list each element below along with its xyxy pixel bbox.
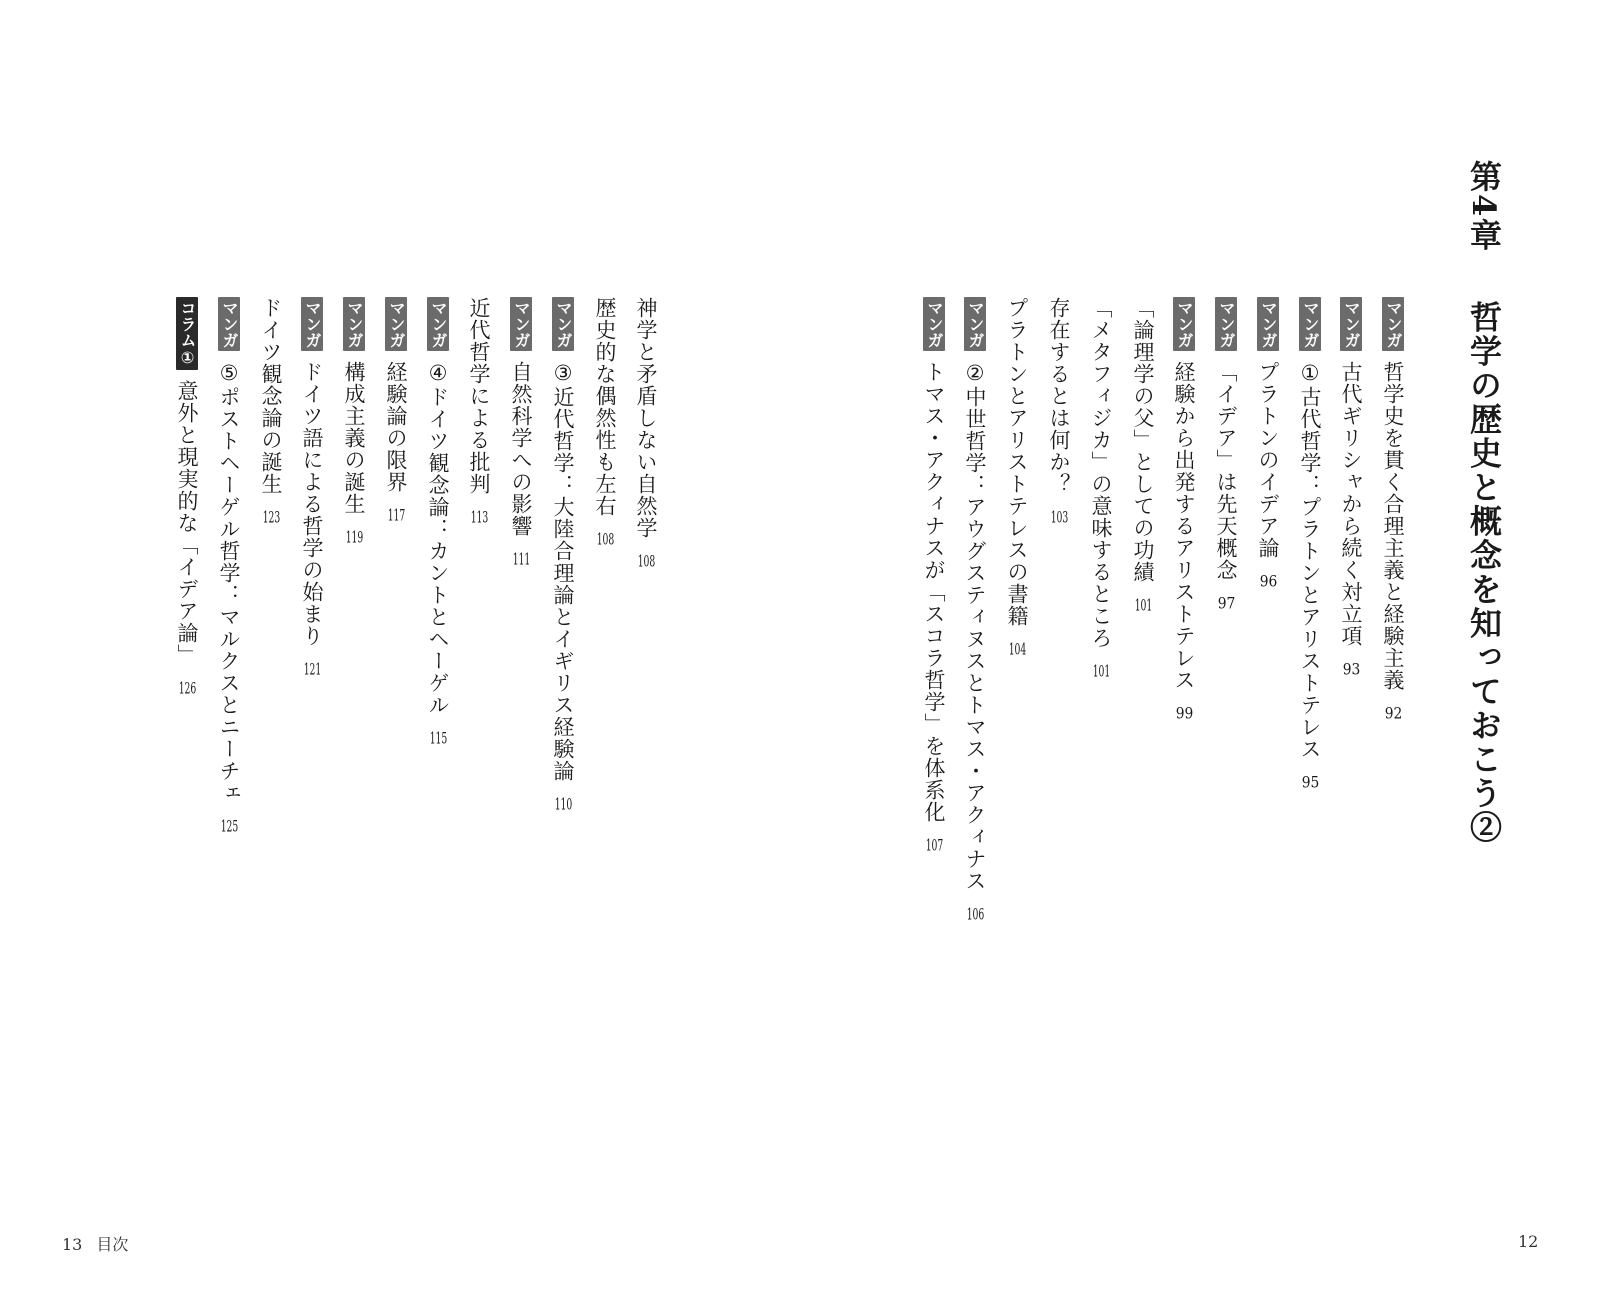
entry-page: 108: [637, 553, 656, 569]
entry-page: 123: [262, 509, 281, 525]
entry-title: 「イデア」は先天概念: [1214, 361, 1238, 581]
entry-page: 106: [966, 906, 985, 922]
manga-badge: マンガ: [510, 297, 532, 351]
entry-title: 存在するとは何か？: [1047, 297, 1071, 495]
entry-page: 96: [1259, 573, 1278, 589]
toc-entry[interactable]: [289, 297, 323, 677]
entry-title: トマス・アクィナスが「スコラ哲学」を体系化: [922, 361, 946, 823]
chapter-label: 第4章: [1465, 160, 1503, 253]
toc-entry[interactable]: [1370, 297, 1404, 721]
entry-title: 意外と現実的な「イデア論」: [175, 380, 199, 666]
entry-title: 神学と矛盾しない自然学: [634, 297, 658, 539]
manga-badge: マンガ: [923, 297, 945, 351]
column-badge: コラム①: [176, 297, 198, 370]
entry-page: 101: [1134, 597, 1153, 613]
entry-title: プラトンとアリストテレスの書籍: [1005, 297, 1029, 627]
entry-page: 115: [429, 730, 448, 746]
manga-badge: マンガ: [552, 297, 574, 351]
entry-title: 「論理学の父」としての功績: [1131, 297, 1155, 583]
entry-page: 119: [345, 529, 364, 545]
entry-page: 121: [303, 661, 322, 677]
toc-entry[interactable]: [331, 297, 365, 545]
entry-title: ⑤ポストヘーゲル哲学：マルクスとニーチェ: [217, 361, 241, 804]
toc-entry[interactable]: [952, 297, 986, 922]
left-page-footer: [62, 1232, 128, 1255]
entry-title: 歴史的な偶然性も左右: [593, 297, 617, 517]
entry-page: 126: [178, 680, 197, 696]
left-page-number: 13: [62, 1235, 83, 1254]
entry-page: 99: [1175, 705, 1194, 721]
entry-title: プラトンのイデア論: [1256, 361, 1280, 559]
toc-entry[interactable]: [1161, 297, 1195, 721]
entry-title: 自然科学への影響: [509, 361, 533, 537]
toc-entry[interactable]: [498, 297, 532, 567]
manga-badge: マンガ: [301, 297, 323, 351]
toc-entry[interactable]: [248, 297, 282, 525]
manga-badge: マンガ: [343, 297, 365, 351]
entry-page: 125: [220, 818, 239, 834]
entry-title: ②中世哲学：アウグスティヌスとトマス・アクィナス: [963, 361, 987, 892]
entry-title: ドイツ語による哲学の始まり: [300, 361, 324, 647]
toc-entry[interactable]: [1287, 297, 1321, 790]
entry-title: 古代ギリシャから続く対立項: [1339, 361, 1363, 647]
manga-badge: マンガ: [1340, 297, 1362, 351]
toc-entry[interactable]: [456, 297, 490, 525]
toc-entry[interactable]: [1203, 297, 1237, 611]
entry-page: 111: [512, 551, 531, 567]
manga-badge: マンガ: [218, 297, 240, 351]
toc-entry[interactable]: [1245, 297, 1279, 589]
entry-title: 経験から出発するアリストテレス: [1172, 361, 1196, 691]
entry-page: 107: [925, 837, 944, 853]
entry-page: 92: [1384, 705, 1403, 721]
toc-entry[interactable]: [415, 297, 449, 746]
entry-title: ④ドイツ観念論：カントとヘーゲル: [426, 361, 450, 716]
entry-page: 97: [1217, 595, 1236, 611]
chapter-title: 哲学の歴史と概念を知っておこう②: [1465, 300, 1503, 845]
entry-title: ドイツ観念論の誕生: [259, 297, 283, 495]
entry-page: 104: [1008, 641, 1027, 657]
manga-badge: マンガ: [427, 297, 449, 351]
entry-title: 哲学史を貫く合理主義と経験主義: [1381, 361, 1405, 691]
toc-entry[interactable]: [540, 297, 574, 812]
toc-entry[interactable]: [206, 297, 240, 834]
toc-entry[interactable]: [994, 297, 1028, 657]
entry-page: 101: [1092, 663, 1111, 679]
entry-page: 103: [1050, 509, 1069, 525]
entry-page: 95: [1301, 774, 1320, 790]
toc-entry[interactable]: [1328, 297, 1362, 677]
running-head: 目次: [96, 1235, 129, 1254]
toc-entry[interactable]: [623, 297, 657, 569]
manga-badge: マンガ: [1299, 297, 1321, 351]
toc-entry[interactable]: [582, 297, 616, 547]
toc-entry[interactable]: [911, 297, 945, 853]
entry-title: 「メタフィジカ」の意味するところ: [1089, 297, 1113, 649]
manga-badge: マンガ: [385, 297, 407, 351]
manga-badge: マンガ: [1257, 297, 1279, 351]
right-page-number: 12: [1518, 1232, 1539, 1251]
entry-title: ③近代哲学：大陸合理論とイギリス経験論: [551, 361, 575, 782]
manga-badge: マンガ: [1173, 297, 1195, 351]
entry-page: 113: [470, 509, 489, 525]
entry-title: 経験論の限界: [384, 361, 408, 493]
entry-page: 110: [554, 796, 573, 812]
toc-entry[interactable]: [164, 297, 198, 696]
manga-badge: マンガ: [964, 297, 986, 351]
toc-entry[interactable]: [1120, 297, 1154, 613]
entry-page: 93: [1342, 661, 1361, 677]
manga-badge: マンガ: [1382, 297, 1404, 351]
toc-entry[interactable]: [1036, 297, 1070, 525]
toc-entry[interactable]: [1078, 297, 1112, 679]
entry-title: 近代哲学による批判: [467, 297, 491, 495]
toc-entry[interactable]: [373, 297, 407, 523]
entry-page: 117: [387, 507, 406, 523]
entry-title: ①古代哲学：プラトンとアリストテレス: [1298, 361, 1322, 760]
manga-badge: マンガ: [1215, 297, 1237, 351]
entry-title: 構成主義の誕生: [342, 361, 366, 515]
chapter-heading: [1465, 160, 1503, 845]
entry-page: 108: [596, 531, 615, 547]
